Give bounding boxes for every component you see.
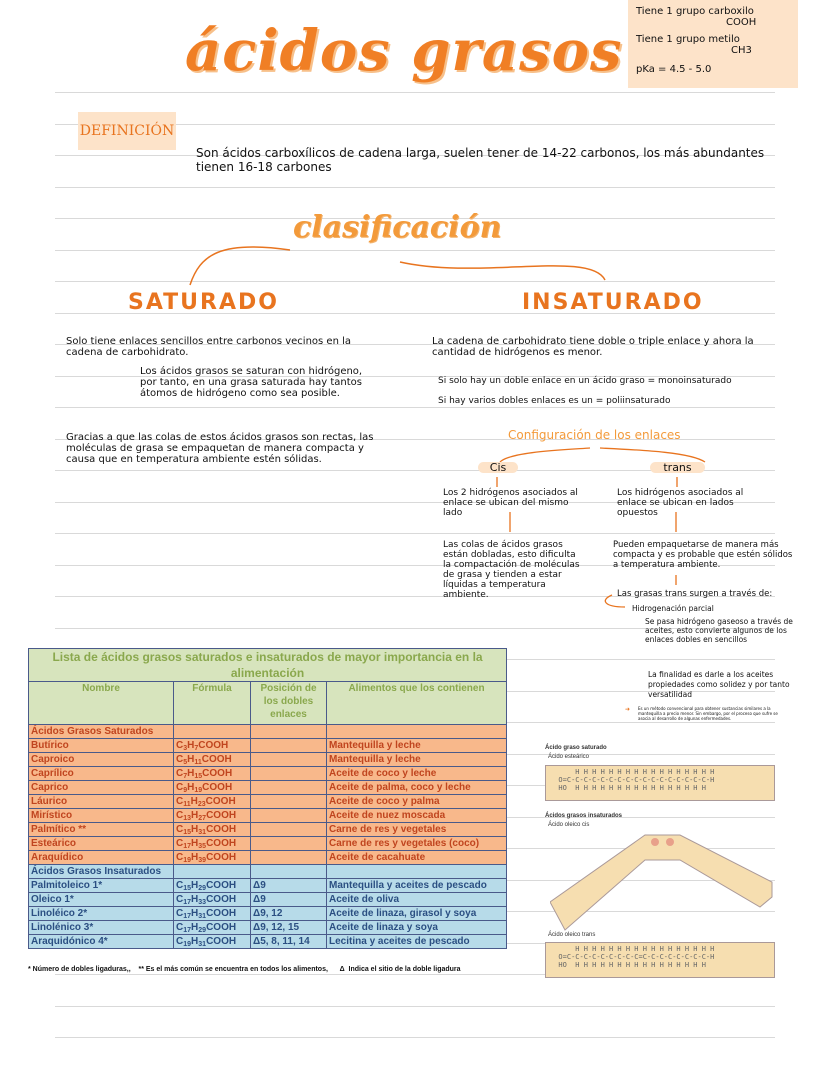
formula-cell: $C_7H_{15}COOH$ xyxy=(174,767,251,781)
unsaturated-bullet-2: Si hay varios dobles enlaces es un = poliinsaturado xyxy=(438,396,671,406)
cis-text-2: Las colas de ácidos grasos están dobladas, esto dificulta la compactación de moléculas de grasa y tienden a estar líquidas a temperatura ambiente. xyxy=(443,540,580,600)
formula-cell: $C_{15}H_{31}COOH$ xyxy=(174,823,251,837)
table-row xyxy=(29,935,507,949)
table-row xyxy=(29,809,507,823)
table-row xyxy=(29,823,507,837)
acid-name-cell: Esteárico xyxy=(29,837,174,851)
foods-cell: Aceite de palma, coco y leche xyxy=(327,781,507,795)
trans-text-2: Pueden empaquetarse de manera más compacta y es probable que estén sólidos a temperatura ambiente. xyxy=(613,540,793,570)
foods-cell: Lecitina y aceites de pescado xyxy=(327,935,507,949)
saturated-text-1: Solo tiene enlaces sencillos entre carbonos vecinos en la cadena de carbohidrato. xyxy=(66,336,351,358)
acid-name-cell: Araquídico xyxy=(29,851,174,865)
foods-cell: Mantequilla y aceites de pescado xyxy=(327,879,507,893)
config-title: Configuración de los enlaces xyxy=(508,428,681,442)
formula-cell: $C_{19}H_{39}COOH$ xyxy=(174,851,251,865)
table-row xyxy=(29,893,507,907)
foods-cell: Aceite de cacahuate xyxy=(327,851,507,865)
acid-name-cell: Caprico xyxy=(29,781,174,795)
table-row xyxy=(29,837,507,851)
definition-label: DEFINICIÓN xyxy=(78,112,176,150)
table-footnote: * Número de dobles ligaduras,, ** Es el más común se encuentra en todos los alimentos, Δ Indica el sitio de la doble ligadura xyxy=(28,966,461,973)
arrow-left xyxy=(190,247,290,285)
ruled-line xyxy=(55,1006,775,1007)
acid-name-cell: Araquidónico 4* xyxy=(29,935,174,949)
trans-note: Es un método convencional para obtener sustancias similares a la mantequilla a precio menor. Sin embargo, por el proceso que sufre se asocia al desarrollo de algunas enfermedades. xyxy=(638,706,778,721)
double-bond-position-cell xyxy=(251,781,327,795)
saturated-heading: SATURADO xyxy=(128,290,279,315)
foods-cell: Carne de res y vegetales (coco) xyxy=(327,837,507,851)
arrow-right xyxy=(400,262,605,280)
formula-cell: $C_{11}H_{23}COOH$ xyxy=(174,795,251,809)
acid-name-cell: Mirístico xyxy=(29,809,174,823)
acid-name-cell: Linoléico 2* xyxy=(29,907,174,921)
table-row xyxy=(29,795,507,809)
foods-cell: Carne de res y vegetales xyxy=(327,823,507,837)
formula-cell: $C_9H_{19}COOH$ xyxy=(174,781,251,795)
note-line: Tiene 1 grupo metilo xyxy=(636,34,740,45)
page-title: ácidos grasos xyxy=(185,18,623,84)
formula-cell: $C_{17}H_{33}COOH$ xyxy=(174,893,251,907)
formula-cell: $C_{17}H_{35}COOH$ xyxy=(174,837,251,851)
formula-cell: $C_{19}H_{31}COOH$ xyxy=(174,935,251,949)
molecule-caption: Ácidos grasos insaturados xyxy=(545,813,623,819)
trans-text-1: Los hidrógenos asociados al enlace se ubican en lados opuestos xyxy=(617,488,744,518)
double-bond-position-cell: Δ9, 12 xyxy=(251,907,327,921)
table-row xyxy=(29,781,507,795)
foods-cell: Mantequilla y leche xyxy=(327,739,507,753)
double-bond-position-cell: Δ9 xyxy=(251,879,327,893)
molecule-caption: Ácido esteárico xyxy=(548,754,590,760)
section-label: Ácidos Grasos Saturados xyxy=(29,725,174,739)
acid-name-cell: Caproico xyxy=(29,753,174,767)
foods-cell: Aceite de coco y palma xyxy=(327,795,507,809)
arrow-icon: ➜ xyxy=(625,706,631,713)
foods-cell: Mantequilla y leche xyxy=(327,753,507,767)
stearic-acid-diagram: H H H H H H H H H H H H H H H H H O=C-C-C-C-C-C-C-C-C-C-C-C-C-C-C-C-C-H HO H H H H H H H H H H H H H H H H xyxy=(545,765,775,801)
cis-text-1: Los 2 hidrógenos asociados al enlace se ubican del mismo lado xyxy=(443,488,578,518)
ruled-line xyxy=(55,1037,775,1038)
double-bond-position-cell xyxy=(251,767,327,781)
table-row xyxy=(29,739,507,753)
table-title: Lista de ácidos grasos saturados e insaturados de mayor importancia en la alimentación xyxy=(29,649,507,682)
trans-text-6: La finalidad es darle a los aceites propiedades como solidez y por tanto versatilidad xyxy=(648,670,790,699)
col-header: Alimentos que los contienen xyxy=(327,682,507,725)
acid-name-cell: Palmitoleico 1* xyxy=(29,879,174,893)
cis-oleic-diagram xyxy=(550,832,775,932)
foods-cell: Aceite de nuez moscada xyxy=(327,809,507,823)
double-bond-position-cell: Δ9 xyxy=(251,893,327,907)
saturated-text-3: Gracias a que las colas de estos ácidos grasos son rectas, las moléculas de grasa se empaquetan de manera compacta y causa que en temperatura ambiente estén sólidas. xyxy=(66,432,374,465)
trans-text-4: Hidrogenación parcial xyxy=(632,604,714,613)
formula-cell: $C_{17}H_{29}COOH$ xyxy=(174,921,251,935)
classification-title: clasificación xyxy=(293,210,502,245)
double-bond-position-cell xyxy=(251,753,327,767)
foods-cell: Aceite de oliva xyxy=(327,893,507,907)
table-row xyxy=(29,753,507,767)
acid-name-cell: Linolénico 3* xyxy=(29,921,174,935)
double-bond-position-cell: Δ9, 12, 15 xyxy=(251,921,327,935)
formula-cell: $C_{15}H_{29}COOH$ xyxy=(174,879,251,893)
foods-cell: Aceite de coco y leche xyxy=(327,767,507,781)
formula-cell: $C_{13}H_{27}COOH$ xyxy=(174,809,251,823)
molecule-caption: Ácido oleico trans xyxy=(548,932,596,938)
table-row xyxy=(29,767,507,781)
definition-text: Son ácidos carboxílicos de cadena larga, suelen tener de 14-22 carbonos, los más abundantes tienen 16-18 carbones xyxy=(196,146,765,174)
note-line: COOH xyxy=(726,17,757,28)
col-header: Posición de los dobles enlaces xyxy=(251,682,327,725)
col-header: Nombre xyxy=(29,682,174,725)
unsaturated-text-1: La cadena de carbohidrato tiene doble o triple enlace y ahora la cantidad de hidrógenos es menor. xyxy=(432,336,754,358)
foods-cell: Aceite de linaza y soya xyxy=(327,921,507,935)
table-row xyxy=(29,851,507,865)
formula-cell: $C_3H_7COOH$ xyxy=(174,739,251,753)
acid-name-cell: Palmítico ** xyxy=(29,823,174,837)
acid-name-cell: Butírico xyxy=(29,739,174,753)
formula-cell: $C_{17}H_{31}COOH$ xyxy=(174,907,251,921)
table-row xyxy=(29,907,507,921)
acid-name-cell: Caprílico xyxy=(29,767,174,781)
saturated-text-2: Los ácidos grasos se saturan con hidrógeno, por tanto, en una grasa saturada hay tantos átomos de hidrógeno como sea posible. xyxy=(140,366,363,399)
formula-cell: $C_5H_{11}COOH$ xyxy=(174,753,251,767)
double-bond-position-cell xyxy=(251,809,327,823)
table-row xyxy=(29,921,507,935)
trans-label: trans xyxy=(650,462,705,473)
double-bond-position-cell: Δ5, 8, 11, 14 xyxy=(251,935,327,949)
double-bond-position-cell xyxy=(251,851,327,865)
unsaturated-heading: INSATURADO xyxy=(522,290,704,315)
acid-name-cell: Oleico 1* xyxy=(29,893,174,907)
double-bond-position-cell xyxy=(251,837,327,851)
fatty-acids-table xyxy=(28,648,507,949)
acid-name-cell: Láurico xyxy=(29,795,174,809)
config-arrows xyxy=(500,448,705,462)
double-bond-position-cell xyxy=(251,739,327,753)
cis-label: Cis xyxy=(478,462,518,473)
foods-cell: Aceite de linaza, girasol y soya xyxy=(327,907,507,921)
unsaturated-bullet-1: Si solo hay un doble enlace en un ácido graso = monoinsaturado xyxy=(438,376,732,386)
molecule-caption: Ácido graso saturado xyxy=(545,745,607,751)
molecule-caption: Ácido oleico cis xyxy=(548,822,590,828)
double-bond-position-cell xyxy=(251,823,327,837)
double-bond-position-cell xyxy=(251,795,327,809)
section-label: Ácidos Grasos Insaturados xyxy=(29,865,174,879)
trans-text-3: Las grasas trans surgen a través de: xyxy=(617,589,773,599)
col-header: Fórmula xyxy=(174,682,251,725)
table-row xyxy=(29,879,507,893)
note-line: Tiene 1 grupo carboxilo xyxy=(636,6,754,17)
note-line: CH3 xyxy=(731,45,752,56)
note-line: pKa = 4.5 - 5.0 xyxy=(636,64,712,75)
trans-text-5: Se pasa hidrógeno gaseoso a través de aceites, esto convierte algunos de los enlaces dobles en sencillos xyxy=(645,617,793,644)
trans-oleic-diagram: H H H H H H H H H H H H H H H H H O=C-C-C-C-C-C-C-C-C=C-C-C-C-C-C-C-C-H HO H H H H H H H H H H H H H H H H xyxy=(545,942,775,978)
